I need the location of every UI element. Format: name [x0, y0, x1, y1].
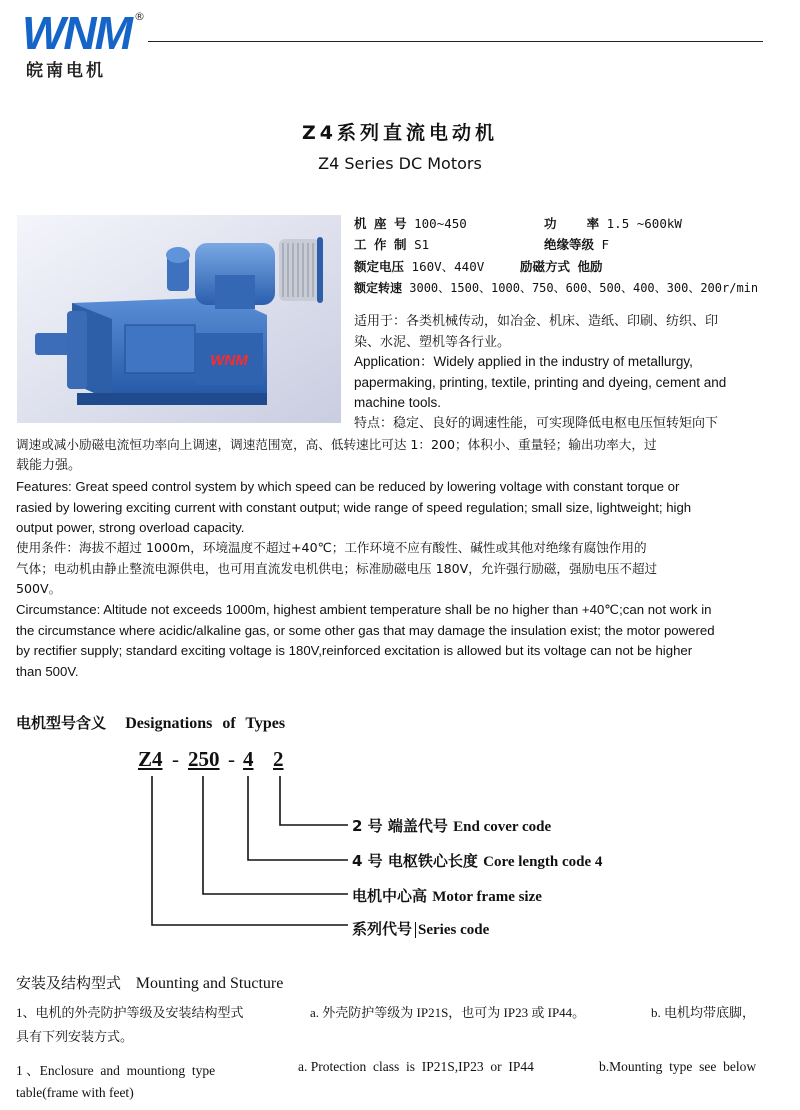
mounting-en-b: b.Mounting type see below [599, 1059, 757, 1074]
features-cn-line2: 调速或减小励磁电流恒功率向上调速，调速范围宽，高、低转速比可达 1：200；体积小、重量轻；输出功率大，过 [16, 437, 657, 452]
code-dash: - [172, 747, 179, 771]
spec-speed-value: 3000、1500、1000、750、600、500、400、300、200r/min [409, 281, 759, 295]
designation-heading-cn: 电机型号含义 [16, 714, 107, 732]
mounting-heading-cn: 安装及结构型式 [16, 974, 122, 992]
label-frame-size [352, 885, 542, 906]
spec-excitation-label: 励磁方式 [520, 259, 571, 274]
logo-chinese-name: 皖南电机 [26, 61, 106, 81]
mounting-en-a: a. Protection class is IP21S,IP23 or IP44 [298, 1059, 534, 1074]
connector-series [152, 776, 348, 925]
spec-power-value: 1.5 ~600kW [606, 216, 682, 231]
spec-power-label: 功 率 [544, 216, 600, 231]
application-cn-line: 染、水泥、塑机等各行业。 [354, 334, 511, 350]
conditions-en-line: than 500V. [16, 663, 79, 679]
mounting-cn-line2: 具有下列安装方式。 [16, 1029, 134, 1044]
code-frame: 250 [188, 747, 220, 771]
label-series [352, 918, 489, 939]
page-title: Z4系列直流电动机 [302, 122, 498, 144]
mounting-heading-en: Mounting and Stucture [135, 975, 284, 992]
conditions-cn-line: 使用条件：海拔不超过 1000m，环境温度不超过+40℃；工作环境不应有酸性、碱性或其他对绝缘有腐蚀作用的 [16, 540, 647, 555]
mounting-en-line2: table(frame with feet) [16, 1085, 134, 1100]
features-en-line: output power, strong overload capacity. [16, 520, 245, 535]
label-core-length-en: Core length code 4 [483, 854, 603, 870]
label-core-length-cn: 4 号 电枢铁心长度 [352, 852, 478, 870]
connector-cover [280, 776, 348, 825]
spec-duty-label: 工 作 制 [354, 237, 407, 252]
label-series-en: Series code [415, 922, 489, 938]
application-cn-line: 适用于：各类机械传动，如冶金、机床、造纸、印刷、纺织、印 [354, 314, 719, 329]
application-en-line: machine tools. [354, 395, 442, 410]
page-subtitle: Z4 Series DC Motors [318, 154, 482, 173]
code-dash: - [228, 747, 235, 771]
label-frame-size-cn: 电机中心高 [352, 887, 428, 905]
logo-wordmark: WNM [22, 7, 131, 59]
code-cover: 2 [273, 747, 284, 771]
features-cn-line3: 载能力强。 [16, 458, 82, 473]
application-en-line: papermaking, printing, textile, printing and dyeing, cement and [354, 374, 727, 390]
conditions-cn-line: 500V。 [16, 581, 62, 596]
mounting-en-item: 1 、Enclosure and mountiong type [16, 1063, 216, 1078]
label-core-length [352, 850, 602, 871]
spec-excitation-value: 他励 [577, 259, 603, 274]
label-end-cover-en: End cover code [453, 819, 552, 835]
conditions-cn-line: 气体；电动机由静止整流电源供电，也可用直流发电机供电；标准励磁电压 180V，允许强行励磁，强励电压不超过 [16, 560, 658, 576]
spec-frame-value: 100~450 [414, 216, 467, 231]
code-core: 4 [243, 747, 254, 771]
features-cn-line1: 特点：稳定、良好的调速性能，可实现降低电枢电压恒转矩向下 [354, 416, 719, 431]
registered-mark: ® [134, 10, 145, 23]
label-frame-size-en: Motor frame size [432, 889, 542, 905]
spec-voltage-label: 额定电压 [354, 259, 405, 274]
mounting-heading [16, 972, 283, 993]
conditions-en-line: by rectifier supply; standard exciting voltage is 180V,reinforced excitation is allowed but its voltage can not be higher [16, 643, 693, 658]
application-en-line: Application：Widely applied in the industry of metallurgy, [354, 354, 693, 369]
label-end-cover [352, 815, 551, 836]
spec-duty-value: S1 [414, 237, 430, 252]
spec-frame-label: 机 座 号 [354, 216, 407, 231]
code-series: Z4 [138, 747, 163, 771]
label-end-cover-cn: 2 号 端盖代号 [352, 817, 448, 835]
mounting-cn-b: b. 电机均带底脚， [651, 1005, 756, 1020]
connector-core [248, 776, 348, 860]
conditions-en-line: Circumstance: Altitude not exceeds 1000m, highest ambient temperature shall be no higher than +40℃;can not work in [16, 602, 712, 617]
spec-insulation-label: 绝缘等级 [544, 237, 595, 252]
spec-insulation-value: F [601, 237, 610, 252]
spec-speed-label: 额定转速 [354, 281, 403, 295]
designation-heading-en: Designations of Types [125, 715, 286, 732]
mounting-cn-a: a. 外壳防护等级为 IP21S，也可为 IP23 或 IP44。 [310, 1005, 586, 1020]
label-series-cn: 系列代号 [352, 920, 413, 938]
spec-voltage-value: 160V、440V [411, 259, 485, 274]
features-en-line: Features: Great speed control system by which speed can be reduced by lowering voltage with constant torque or [16, 479, 680, 494]
mounting-cn-item: 1、电机的外壳防护等级及安装结构型式 [16, 1005, 244, 1020]
connector-frame [203, 776, 348, 894]
features-en-line: rasied by lowering exciting current with constant output; wide range of speed regulation; small size, lightweight; high [16, 499, 692, 515]
motor-brand-text: WNM [210, 352, 248, 369]
conditions-en-line: the circumstance where acidic/alkaline gas, or some other gas that may damage the insulation exist; the motor powered [16, 622, 715, 638]
